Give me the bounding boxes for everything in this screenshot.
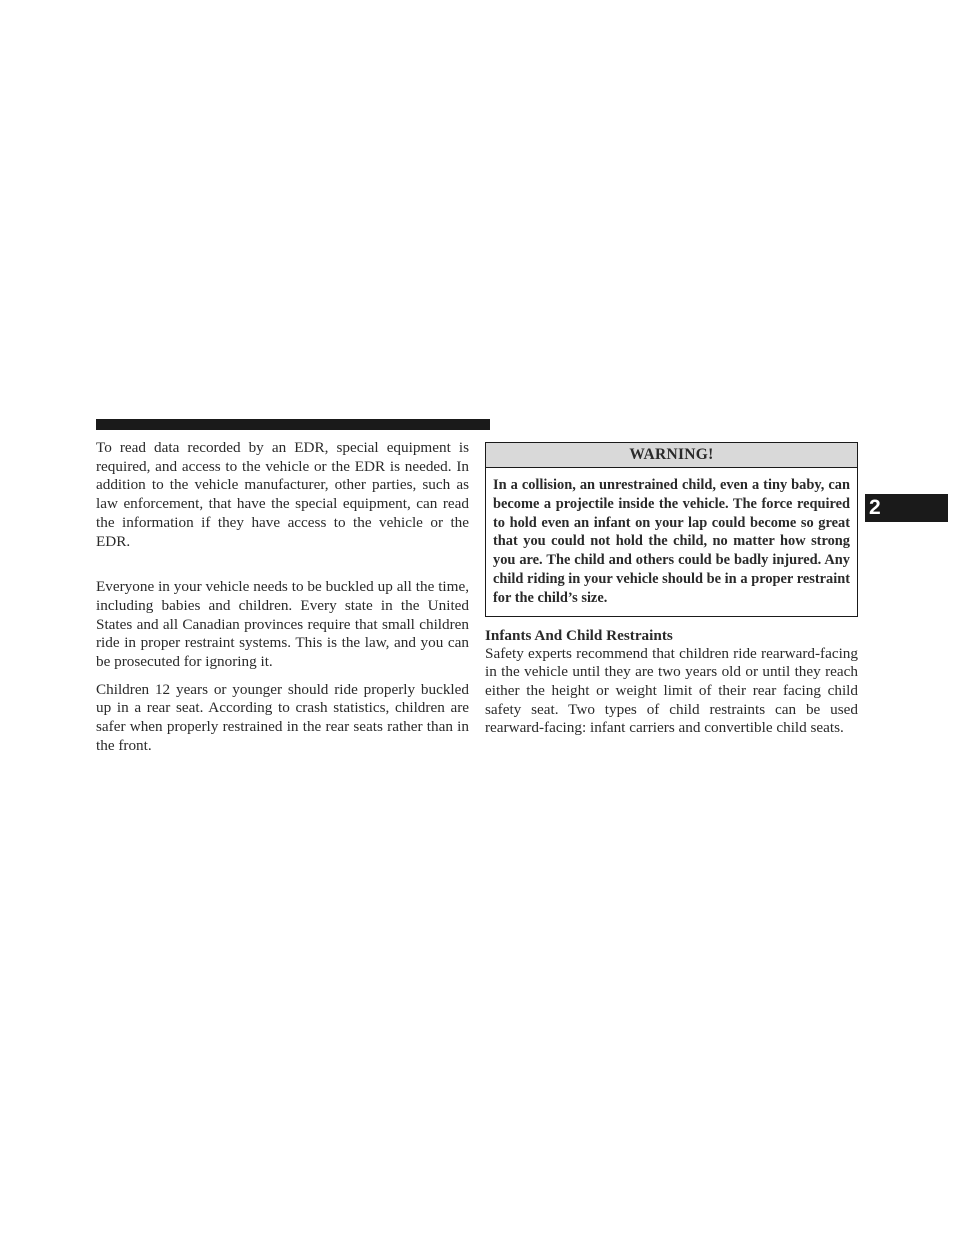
right-column (485, 442, 858, 738)
paragraph-infant-restraints: Safety experts recommend that children ride rearward-facing in the vehicle until they are two years old or until they reach either the height or weight limit of their rear facing child safety seat. Two types of child restraints can be used rearward-facing: infant carriers and convertible child seats. (485, 644, 858, 737)
warning-box (485, 442, 858, 617)
section-divider-bar (96, 419, 490, 430)
warning-text: In a collision, an unrestrained child, even a tiny baby, can become a projectile inside the vehicle. The force required to hold even an infant on your lap could become so great that you could not hold the child, no matter how strong you are. The child and others could be badly injured. Any child riding in your vehicle should be in a proper restraint for the child’s size. (493, 477, 850, 606)
paragraph-buckle-up: Everyone in your vehicle needs to be buckled up all the time, including babies and children. Every state in the United States and all Canadian provinces require that small children ride in proper restraint systems. This is the law, and you can be prosecuted for ignoring it. (96, 578, 469, 671)
chapter-number: 2 (869, 496, 881, 519)
paragraph-children-rear-seat: Children 12 years or younger should ride properly buckled up in a rear seat. According to crash statistics, children are safer when properly restrained in the rear seats rather than in the front. (96, 680, 469, 754)
left-column (96, 439, 469, 756)
paragraph-edr-access: To read data recorded by an EDR, special equipment is required, and access to the vehicle or the EDR is needed. In addition to the vehicle manufacturer, other parties, such as law enforcement, that have the special equipment, can read the information if they have access to the vehicle or the EDR. (96, 439, 469, 550)
chapter-tab (865, 494, 948, 522)
warning-title: WARNING! (486, 443, 857, 468)
section-heading: Infants And Child Restraints (485, 626, 673, 644)
